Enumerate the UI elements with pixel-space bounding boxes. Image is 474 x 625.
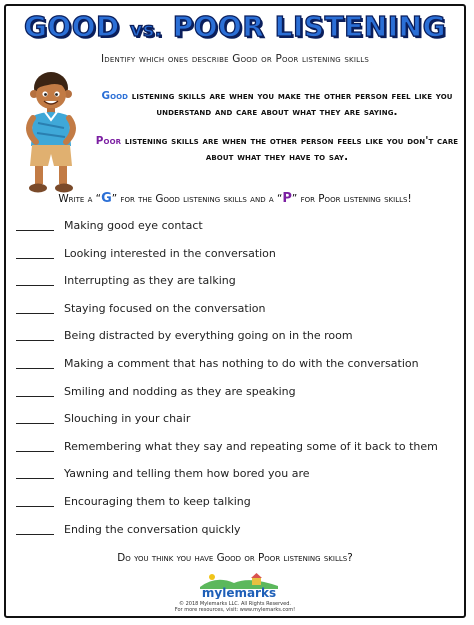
title-good: GOOD	[23, 10, 120, 43]
title-vs: vs.	[130, 19, 163, 41]
item-text: Staying focused on the conversation	[64, 301, 266, 315]
item-text: Slouching in your chair	[64, 412, 191, 426]
item-text: Encouraging them to keep talking	[64, 494, 251, 508]
title-poor: POOR LISTENING	[172, 10, 447, 43]
worksheet	[4, 4, 466, 618]
item-text: Making a comment that has nothing to do with the conversation	[64, 356, 419, 370]
item-text: Smiling and nodding as they are speaking	[64, 384, 296, 398]
poor-definition-text: listening skills are when the other person feels like you don't care about what they have to say.	[121, 135, 459, 163]
good-definition-text: listening skills are when you make the other person feel like you understand and care about what they are saying.	[128, 90, 453, 118]
answer-blank[interactable]	[16, 219, 54, 231]
page-title	[6, 10, 464, 43]
answer-blank[interactable]	[16, 440, 54, 452]
instruction-part2: ” for the Good listening skills and a “	[111, 193, 283, 205]
instruction	[6, 191, 464, 206]
list-item	[16, 247, 456, 275]
item-text: Making good eye contact	[64, 219, 203, 232]
closing-question: Do you think you have Good or Poor listening skills?	[117, 552, 353, 564]
list-item	[16, 329, 456, 357]
list-item	[16, 274, 456, 302]
poor-definition	[92, 133, 462, 165]
answer-blank[interactable]	[16, 385, 54, 397]
answer-blank[interactable]	[16, 412, 54, 424]
list-item	[16, 302, 456, 330]
copyright	[6, 601, 464, 613]
answer-blank[interactable]	[16, 495, 54, 507]
answer-blank[interactable]	[16, 329, 54, 341]
mylemarks-logo	[192, 571, 286, 599]
copyright-line: © 2018 Mylemarks LLC. All Rights Reserved.	[179, 601, 291, 607]
item-text: Ending the conversation quickly	[64, 522, 241, 536]
item-text: Being distracted by everything going on in the room	[64, 329, 353, 343]
resources-line: For more resources, visit: www.mylemarks.com!	[174, 607, 296, 613]
list-item	[16, 357, 456, 385]
answer-blank[interactable]	[16, 247, 54, 259]
list-item	[16, 467, 456, 495]
logo-text: mylemarks	[201, 586, 277, 599]
answer-blank[interactable]	[16, 302, 54, 314]
answer-blank[interactable]	[16, 274, 54, 286]
poor-keyword: Poor	[95, 135, 122, 147]
answer-blank[interactable]	[16, 467, 54, 479]
item-text: Looking interested in the conversation	[64, 246, 276, 260]
item-text: Yawning and telling them how bored you are	[64, 467, 310, 481]
answer-blank[interactable]	[16, 357, 54, 369]
answer-blank[interactable]	[16, 523, 54, 535]
letter-g: G	[101, 191, 112, 206]
list-item	[16, 219, 456, 247]
definitions	[92, 88, 462, 165]
list-item	[16, 495, 456, 523]
list-item	[16, 412, 456, 440]
list-item	[16, 385, 456, 413]
letter-p: P	[282, 191, 292, 206]
item-list	[16, 219, 456, 550]
instruction-part1: Write a “	[58, 193, 102, 205]
boy-illustration	[20, 68, 82, 196]
list-item	[16, 440, 456, 468]
good-keyword: Good	[101, 90, 129, 102]
list-item	[16, 523, 456, 551]
item-text: Remembering what they say and repeating some of it back to them	[64, 439, 438, 453]
item-text: Interrupting as they are talking	[64, 274, 236, 288]
good-definition	[92, 88, 462, 120]
subtitle: Identify which ones describe Good or Poor listening skills	[101, 53, 369, 65]
instruction-part3: ” for Poor listening skills!	[291, 193, 412, 205]
